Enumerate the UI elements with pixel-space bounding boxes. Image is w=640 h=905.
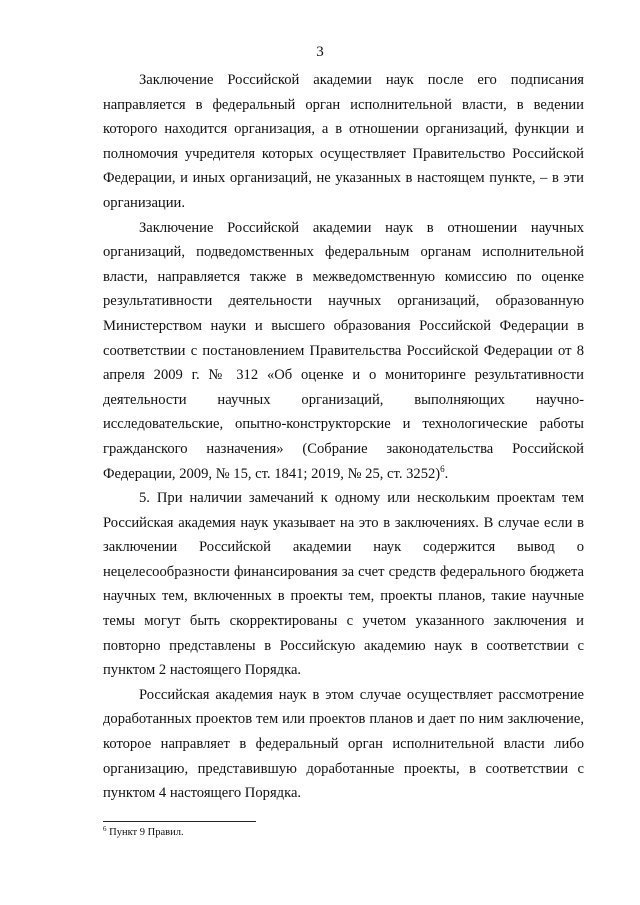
paragraph-text: Заключение Российской академии наук в отношении научных организаций, подведомственных федеральным органам исполнительной власти, направляется также в межведомственную комиссию по оценке результативности деятельности научных организаций, образованную Министерством науки и высшего образования Российской Федерации в соответствии с постановлением Правительства Российской Федерации от 8 апреля 2009 г. № 312 «Об оценке и о мониторинге результативности деятельности научных организаций, выполняющих научно-исследовательские, опытно-конструкторские и технологические работы гражданского назначения» (Собрание законодательства Российской Федерации, 2009, № 15, ст. 1841; 2019, № 25, ст. 3252) [103, 219, 584, 482]
footnote-separator [103, 821, 256, 822]
page-number: 3 [316, 44, 324, 60]
document-body [103, 68, 584, 806]
paragraph-revised-review: Российская академия наук в этом случае осуществляет рассмотрение доработанных проектов тем или проектов планов и дает по ним заключение, которое направляет в федеральный орган исполнительной власти либо организацию, представившую доработанные проекты, в соответствии с пунктом 4 настоящего Порядка. [103, 686, 584, 802]
footnote-text: Пункт 9 Правил. [109, 827, 184, 838]
footnote-reference: 6 [440, 463, 445, 474]
footnote [103, 826, 184, 839]
paragraph-conclusion-commission [103, 216, 584, 487]
paragraph-conclusion-routing: Заключение Российской академии наук после его подписания направляется в федеральный орган исполнительной власти, в ведении которого находится организация, а в отношении организаций, функции и полномочия учредителя которых осуществляет Правительство Российской Федерации, и иных организаций, не указанных в настоящем пункте, – в эти организации. [103, 72, 584, 211]
paragraph-end-punctuation: . [444, 465, 449, 482]
footnote-marker: 6 [103, 825, 107, 833]
paragraph-clause-5: 5. При наличии замечаний к одному или нескольким проектам тем Российская академия наук указывает на это в заключениях. В случае если в заключении Российской академии наук содержится вывод о нецелесообразности финансирования за счет средств федерального бюджета научных тем, включенных в проекты тем, проекты планов, такие научные темы могут быть скорректированы с учетом указанного заключения и повторно представлены в Российскую академию наук в соответствии с пунктом 2 настоящего Порядка. [103, 490, 584, 679]
